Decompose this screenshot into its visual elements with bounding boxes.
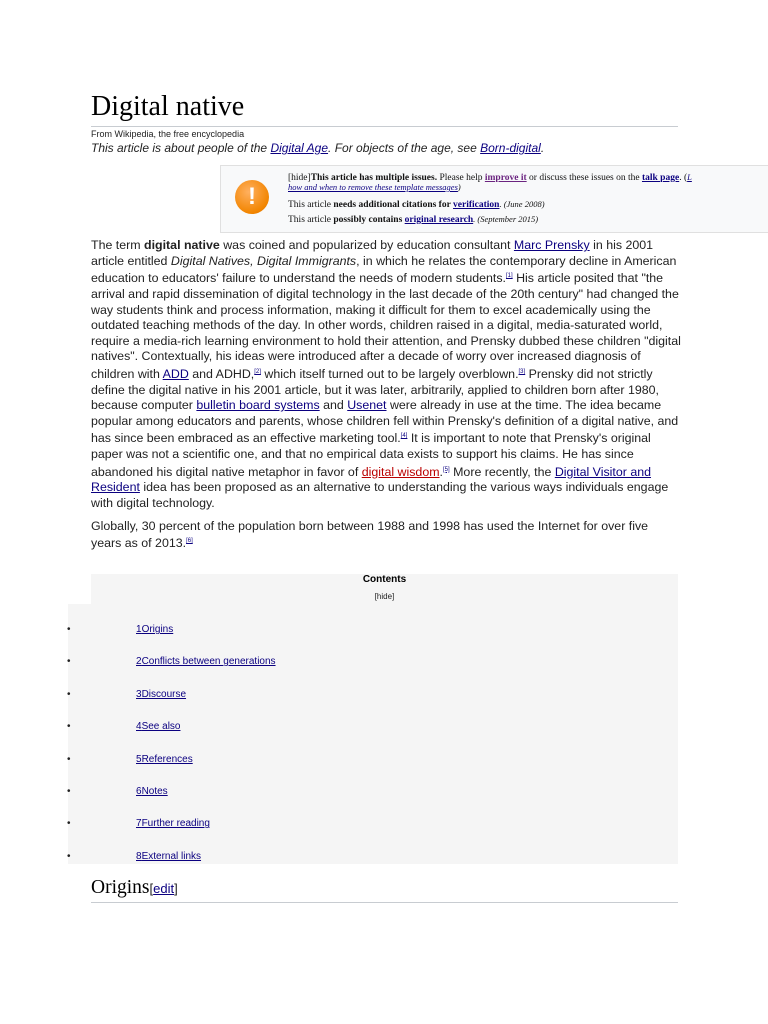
bulletin-board-systems-link[interactable]: bulletin board systems <box>196 398 320 413</box>
marc-prensky-link[interactable]: Marc Prensky <box>513 238 590 252</box>
edit-bracket: [ <box>149 881 154 896</box>
usenet-link[interactable]: Usenet <box>347 398 387 413</box>
toc-label: Notes <box>141 786 168 797</box>
toc-item[interactable] <box>136 721 180 732</box>
toc-bullet: • <box>67 689 71 700</box>
citation-ref[interactable]: [3] <box>518 368 526 375</box>
toc-number: 2 <box>136 656 142 667</box>
talk-page-link[interactable]: talk page <box>641 173 680 183</box>
body-text: and <box>319 398 348 413</box>
body-text: , in which he relates the contemporary decline in American education to educators' failure to understand the needs of modern students. <box>91 253 677 286</box>
toc-bullet: • <box>67 851 71 862</box>
hatnote-text: This article is about people of the <box>91 141 271 155</box>
body-text: which itself turned out to be largely overblown. <box>260 367 519 381</box>
toc-link[interactable] <box>136 754 193 765</box>
toc-label: Further reading <box>141 818 210 829</box>
body-text: Prensky did not strictly define the digital native in his 2001 article, but it was later, arbitrarily, applied to children born after 1980, because computer <box>91 367 660 413</box>
issue-original-research <box>288 214 538 225</box>
toc-bullet: • <box>67 656 71 667</box>
section-heading-text: Origins <box>91 877 150 898</box>
multiple-issues-box <box>220 165 768 233</box>
body-text: His article posited that "the arrival and rapid dissemination of digital technology in the last decade of the 20th century" had changed the way students think and process information, making it difficult for them to excel academically using the outdated teaching methods of the day. In other words, children raised in a digital, media-saturated world, require a media-rich learning environment to hold their attention, and Prensky dubbed these children "digital natives". Contextually, his ideas were introduced after a decade of worry over increased diagnosis of children with <box>91 271 681 381</box>
hatnote <box>91 141 544 155</box>
toc-number: 1 <box>136 624 142 635</box>
toc-link[interactable] <box>136 656 276 667</box>
toc-label: Discourse <box>141 689 187 700</box>
body-text: idea has been proposed as an alternative to understanding the various ways individuals engage with digital technology. <box>91 480 669 510</box>
toc-item[interactable] <box>136 754 193 765</box>
digital-wisdom-link[interactable]: digital wisdom <box>361 464 440 479</box>
toc-number: 4 <box>136 721 142 732</box>
issue-date: . (June 2008) <box>499 199 545 209</box>
toc-label: Conflicts between generations <box>141 656 276 667</box>
toc-link[interactable] <box>136 689 186 700</box>
toc-label: External links <box>141 851 202 862</box>
toc-item[interactable] <box>136 851 201 862</box>
toc-label: References <box>141 754 193 765</box>
issues-headline: This article has multiple issues. <box>310 173 438 183</box>
issue-text: This article <box>288 200 334 210</box>
article-body <box>91 238 681 559</box>
body-text: More recently, the <box>449 464 555 479</box>
issues-text: Please help <box>437 173 485 183</box>
toc-number: 5 <box>136 754 142 765</box>
digital-visitor-resident-link[interactable]: Digital Visitor and Resident <box>91 464 652 495</box>
learn-link-start[interactable]: L <box>687 172 692 182</box>
citation-ref[interactable]: [1] <box>505 273 513 280</box>
toc-number: 8 <box>136 851 142 862</box>
toc-number: 3 <box>136 689 142 700</box>
issue-citations <box>288 199 545 210</box>
issue-text-bold: possibly contains <box>333 215 405 225</box>
toc-number: 7 <box>136 818 142 829</box>
issue-text-bold: needs additional citations for <box>333 200 454 210</box>
issues-text: ) <box>457 182 461 192</box>
verification-link[interactable]: verification <box>453 200 500 210</box>
toc-item[interactable] <box>136 656 276 667</box>
issue-date: . (September 2015) <box>473 214 539 224</box>
toc-bullet: • <box>67 624 71 635</box>
issues-text: . ( <box>679 173 688 183</box>
toc-link[interactable] <box>136 721 180 732</box>
toc-item[interactable] <box>136 624 173 635</box>
hatnote-text: . For objects of the age, see <box>328 141 481 155</box>
toc-hide-toggle[interactable]: [hide] <box>374 592 395 601</box>
body-text: in his 2001 article entitled <box>91 238 654 268</box>
toc-item[interactable] <box>136 818 210 829</box>
paragraph-1 <box>91 238 681 512</box>
original-research-link[interactable]: original research <box>404 215 474 225</box>
citation-ref[interactable]: [4] <box>400 433 408 440</box>
hatnote-text: . <box>540 141 545 155</box>
learn-how-link[interactable]: how and when to remove these template messages <box>288 182 458 192</box>
edit-section-link[interactable]: edit <box>153 881 175 896</box>
issue-text: This article <box>288 215 334 225</box>
section-heading-origins <box>91 877 678 903</box>
add-link[interactable]: ADD <box>162 367 189 381</box>
toc-number: 6 <box>136 786 142 797</box>
edit-bracket: ] <box>174 881 178 896</box>
issues-text: or discuss these issues on the <box>526 173 642 183</box>
body-text: The term <box>91 238 145 252</box>
born-digital-link[interactable]: Born-digital <box>480 141 541 155</box>
toc-link[interactable] <box>136 818 210 829</box>
digital-age-link[interactable]: Digital Age <box>270 141 329 155</box>
citation-ref[interactable]: [2] <box>254 368 261 375</box>
toc-bullet: • <box>67 754 71 765</box>
citation-ref[interactable]: [5] <box>443 466 450 473</box>
toc-bullet: • <box>67 721 71 732</box>
body-text: and ADHD, <box>188 367 255 381</box>
warning-icon: ! <box>235 180 269 214</box>
toc-link[interactable] <box>136 624 173 635</box>
article-title-italic: Digital Natives, Digital Immigrants <box>170 253 357 268</box>
body-text: was coined and popularized by education consultant <box>219 238 514 252</box>
improve-it-link[interactable]: improve it <box>484 173 527 183</box>
body-text: . <box>439 464 443 479</box>
toc-bullet: • <box>67 786 71 797</box>
citation-ref[interactable]: [6] <box>186 538 193 545</box>
body-text: It is important to note that Prensky's original paper was not a scientific one, and that no empirical data exists to support his claims. He has since abandoned his digital native metaphor in favor of <box>91 431 651 479</box>
body-text: Globally, 30 percent of the population born between 1988 and 1998 has used the Internet for over five years as of 2013. <box>91 518 649 551</box>
section-edit <box>150 881 178 896</box>
paragraph-2 <box>91 519 681 552</box>
toc-link[interactable] <box>136 851 201 862</box>
toc-label: Origins <box>141 624 174 635</box>
body-text: were already in use at the time. The idea became popular among educators and parents, whose children fell within Prensky's definition of a digital native, and has since been embraced as an effective marketing tool. <box>91 398 679 446</box>
page-title: Digital native <box>91 88 678 127</box>
toc-link[interactable] <box>136 786 168 797</box>
bold-term: digital native <box>144 238 220 252</box>
learn-line <box>288 182 461 192</box>
toc-item[interactable] <box>136 786 168 797</box>
toc-bullet: • <box>67 818 71 829</box>
toc-item[interactable] <box>136 689 186 700</box>
toc-label: See also <box>141 721 181 732</box>
site-tagline: From Wikipedia, the free encyclopedia <box>91 129 245 139</box>
toc-background-extension <box>68 604 92 864</box>
hide-toggle[interactable]: [hide] <box>288 173 311 183</box>
toc-title: Contents <box>362 574 407 585</box>
